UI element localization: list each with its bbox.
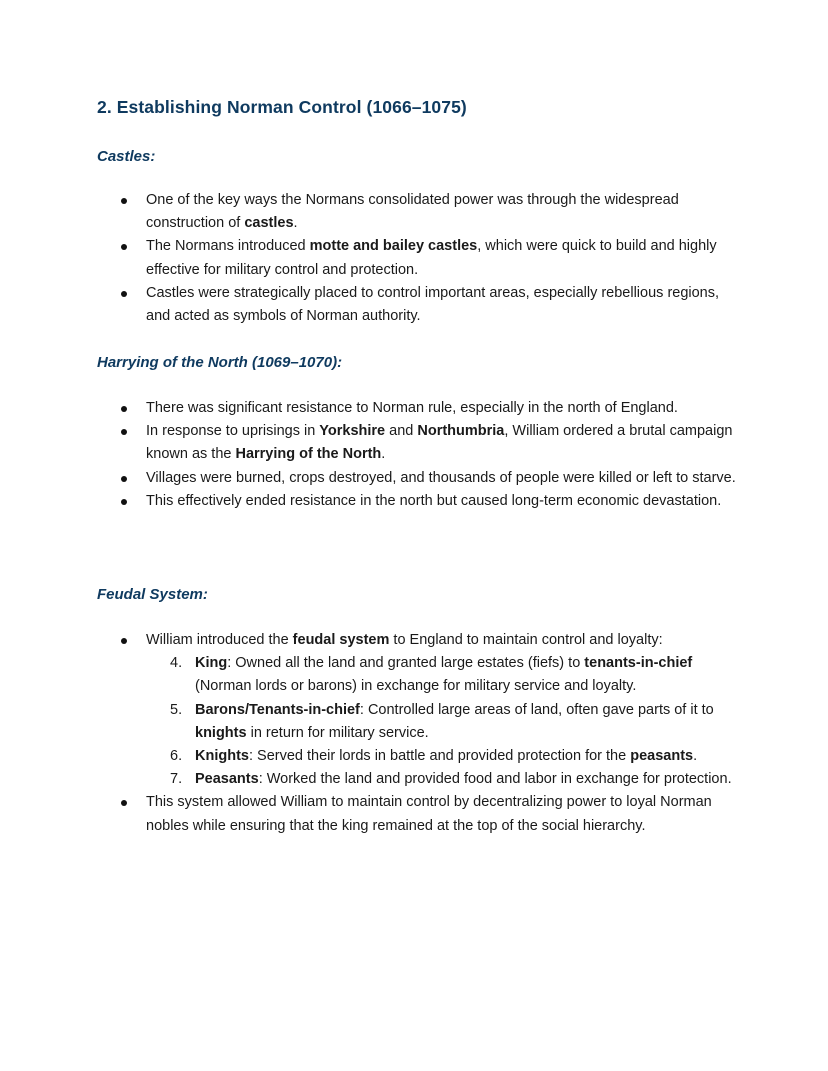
list-item: The Normans introduced motte and bailey castles, which were quick to build and highly effective for military control and protection. [97,235,737,281]
list-item: One of the key ways the Normans consolidated power was through the widespread construction of castles. [97,189,737,235]
section-heading-castles: Castles: [97,148,156,165]
list-item: There was significant resistance to Norman rule, especially in the north of England. [97,397,737,420]
section-heading-harrying: Harrying of the North (1069–1070): [97,354,343,371]
numbered-list-item: 6. Knights: Served their lords in battle and provided protection for the peasants. [170,748,698,765]
page-title: 2. Establishing Norman Control (1066–1075) [97,97,467,117]
list-item: This system allowed William to maintain control by decentralizing power to loyal Norman nobles while ensuring that the king remained at the top of the social hierarchy. [97,791,737,837]
numbered-list-item: 5. Barons/Tenants-in-chief: Controlled large areas of land, often gave parts of it to knights in return for military service. [170,701,714,741]
list-item: Castles were strategically placed to control important areas, especially rebellious regions, and acted as symbols of Norman authority. [97,282,737,328]
numbered-list-item: 7. Peasants: Worked the land and provided food and labor in exchange for protection. [170,771,732,788]
list-item: In response to uprisings in Yorkshire and Northumbria, William ordered a brutal campaign known as the Harrying of the North. [97,420,737,466]
castles-bullet-list [97,189,737,328]
list-item: This effectively ended resistance in the north but caused long-term economic devastation. [97,490,737,513]
list-item: William introduced the feudal system to England to maintain control and loyalty: 4. King: Owned all the land and granted large estates (fiefs) to tenants-in-chief (Norman lords or barons) in exchange for military service and loyalty. 5. Barons/Tenants-in-chief: Controlled large areas of land, often gave parts of it to knights in return for military service. 6. Knights: Served their lords in battle and provided protection for the peasants. 7. Peasants: Worked the land and provided food and labor in exchange for protection. [97,629,737,791]
harrying-bullet-list [97,397,737,513]
feudal-bullet-list [97,629,737,838]
list-item: Villages were burned, crops destroyed, and thousands of people were killed or left to starve. [97,467,737,490]
section-heading-feudal: Feudal System: [97,586,208,603]
feudal-hierarchy-list [146,652,737,791]
numbered-list-item: 4. King: Owned all the land and granted large estates (fiefs) to tenants-in-chief (Norman lords or barons) in exchange for military service and loyalty. [170,655,693,695]
